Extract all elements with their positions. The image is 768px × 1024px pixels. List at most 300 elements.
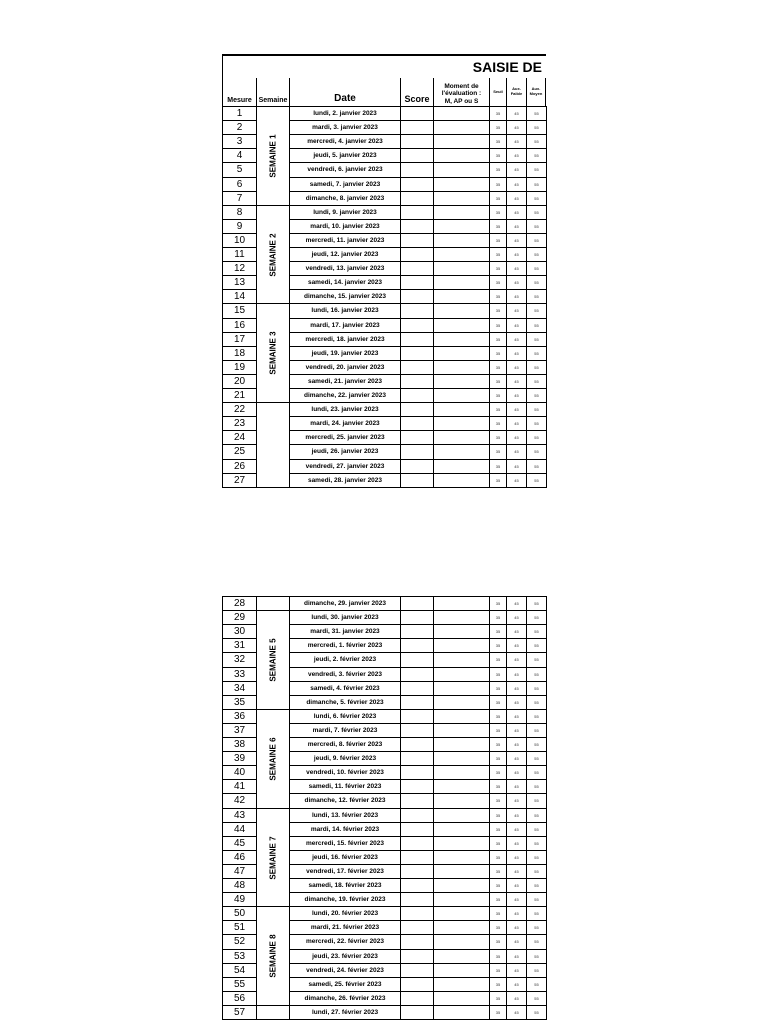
moment-cell[interactable]: [433, 906, 489, 920]
score-cell[interactable]: [400, 652, 433, 667]
score-cell[interactable]: [400, 737, 433, 751]
moment-cell[interactable]: [433, 963, 489, 977]
moment-cell[interactable]: [433, 374, 489, 388]
date-cell: jeudi, 19. janvier 2023: [289, 346, 400, 360]
aux-faible-cell: 45: [506, 120, 526, 134]
mesure-cell: 25: [222, 444, 256, 459]
moment-cell[interactable]: [433, 247, 489, 261]
moment-cell[interactable]: [433, 892, 489, 906]
seuil-cell: 35: [489, 652, 506, 667]
moment-cell[interactable]: [433, 836, 489, 850]
moment-cell[interactable]: [433, 737, 489, 751]
header-moment: Moment de l'évaluation : M, AP ou S: [433, 78, 489, 106]
mesure-cell: 7: [222, 191, 256, 205]
seuil-cell: 35: [489, 822, 506, 836]
aux-faible-cell: 45: [506, 596, 526, 610]
date-cell: samedi, 21. janvier 2023: [289, 374, 400, 388]
moment-cell[interactable]: [433, 652, 489, 667]
week-label: SEMAINE 7: [268, 835, 278, 880]
score-cell[interactable]: [400, 332, 433, 346]
aux-moyen-cell: 55: [526, 247, 546, 261]
score-cell[interactable]: [400, 977, 433, 991]
aux-faible-cell: 45: [506, 289, 526, 303]
moment-cell[interactable]: [433, 444, 489, 459]
score-cell[interactable]: [400, 1005, 433, 1019]
moment-cell[interactable]: [433, 949, 489, 963]
moment-cell[interactable]: [433, 878, 489, 892]
aux-moyen-cell: 55: [526, 610, 546, 624]
week-label: SEMAINE 3: [268, 331, 278, 375]
score-cell[interactable]: [400, 261, 433, 275]
week-label-cell: [256, 709, 289, 808]
moment-cell[interactable]: [433, 822, 489, 836]
mesure-cell: 13: [222, 275, 256, 289]
aux-moyen-cell: 55: [526, 134, 546, 148]
aux-faible-cell: 45: [506, 610, 526, 624]
aux-faible-cell: 45: [506, 1005, 526, 1019]
moment-cell[interactable]: [433, 219, 489, 233]
aux-faible-cell: 45: [506, 977, 526, 991]
seuil-cell: 35: [489, 219, 506, 233]
date-cell: dimanche, 12. février 2023: [289, 793, 400, 808]
date-cell: dimanche, 15. janvier 2023: [289, 289, 400, 303]
mesure-cell: 35: [222, 695, 256, 709]
title-bar: [222, 54, 546, 78]
moment-cell[interactable]: [433, 723, 489, 737]
aux-faible-cell: 45: [506, 906, 526, 920]
moment-cell[interactable]: [433, 667, 489, 681]
mesure-cell: 33: [222, 667, 256, 681]
seuil-cell: 35: [489, 751, 506, 765]
moment-cell[interactable]: [433, 709, 489, 723]
week-label: SEMAINE 5: [268, 638, 278, 682]
moment-cell[interactable]: [433, 977, 489, 991]
seuil-cell: 35: [489, 695, 506, 709]
aux-faible-cell: 45: [506, 779, 526, 793]
moment-cell[interactable]: [433, 148, 489, 162]
date-cell: samedi, 14. janvier 2023: [289, 275, 400, 289]
moment-cell[interactable]: [433, 346, 489, 360]
aux-moyen-cell: 55: [526, 459, 546, 473]
score-cell[interactable]: [400, 148, 433, 162]
seuil-cell: 35: [489, 667, 506, 681]
aux-faible-cell: 45: [506, 275, 526, 289]
mesure-cell: 17: [222, 332, 256, 346]
mesure-cell: 42: [222, 793, 256, 808]
moment-cell[interactable]: [433, 681, 489, 695]
date-cell: jeudi, 2. février 2023: [289, 652, 400, 667]
score-cell[interactable]: [400, 808, 433, 822]
moment-cell[interactable]: [433, 191, 489, 205]
moment-cell[interactable]: [433, 205, 489, 219]
aux-moyen-cell: 55: [526, 289, 546, 303]
aux-faible-cell: 45: [506, 709, 526, 723]
mesure-cell: 37: [222, 723, 256, 737]
aux-moyen-cell: 55: [526, 793, 546, 808]
moment-cell[interactable]: [433, 934, 489, 949]
score-cell[interactable]: [400, 906, 433, 920]
mesure-cell: 27: [222, 473, 256, 487]
moment-cell[interactable]: [433, 177, 489, 191]
header-mesure: Mesure: [222, 78, 256, 106]
seuil-cell: 35: [489, 247, 506, 261]
score-cell[interactable]: [400, 681, 433, 695]
seuil-cell: 35: [489, 402, 506, 416]
mesure-cell: 29: [222, 610, 256, 624]
score-cell[interactable]: [400, 850, 433, 864]
moment-cell[interactable]: [433, 289, 489, 303]
mesure-cell: 36: [222, 709, 256, 723]
score-cell[interactable]: [400, 233, 433, 247]
aux-moyen-cell: 55: [526, 709, 546, 723]
header-aux-moyen: Aux. Moyen: [526, 78, 546, 106]
date-cell: samedi, 25. février 2023: [289, 977, 400, 991]
mesure-cell: 8: [222, 205, 256, 219]
aux-moyen-cell: 55: [526, 934, 546, 949]
seuil-cell: 35: [489, 275, 506, 289]
date-cell: lundi, 23. janvier 2023: [289, 402, 400, 416]
moment-cell[interactable]: [433, 765, 489, 779]
score-cell[interactable]: [400, 878, 433, 892]
aux-moyen-cell: 55: [526, 275, 546, 289]
date-cell: vendredi, 10. février 2023: [289, 765, 400, 779]
moment-cell[interactable]: [433, 864, 489, 878]
seuil-cell: 35: [489, 878, 506, 892]
score-cell[interactable]: [400, 374, 433, 388]
week-label-cell: [256, 106, 289, 205]
aux-faible-cell: 45: [506, 723, 526, 737]
aux-faible-cell: 45: [506, 205, 526, 219]
mesure-cell: 52: [222, 934, 256, 949]
date-cell: mardi, 21. février 2023: [289, 920, 400, 934]
moment-cell[interactable]: [433, 430, 489, 444]
date-cell: jeudi, 5. janvier 2023: [289, 148, 400, 162]
mesure-cell: 40: [222, 765, 256, 779]
seuil-cell: 35: [489, 134, 506, 148]
aux-faible-cell: 45: [506, 444, 526, 459]
mesure-cell: 26: [222, 459, 256, 473]
score-cell[interactable]: [400, 303, 433, 318]
aux-moyen-cell: 55: [526, 808, 546, 822]
moment-cell[interactable]: [433, 233, 489, 247]
aux-moyen-cell: 55: [526, 332, 546, 346]
date-cell: mercredi, 18. janvier 2023: [289, 332, 400, 346]
aux-faible-cell: 45: [506, 106, 526, 120]
mesure-cell: 57: [222, 1005, 256, 1019]
aux-moyen-cell: 55: [526, 652, 546, 667]
date-cell: mardi, 14. février 2023: [289, 822, 400, 836]
score-cell[interactable]: [400, 205, 433, 219]
moment-cell[interactable]: [433, 303, 489, 318]
mesure-cell: 32: [222, 652, 256, 667]
date-cell: vendredi, 3. février 2023: [289, 667, 400, 681]
mesure-cell: 31: [222, 638, 256, 652]
aux-faible-cell: 45: [506, 332, 526, 346]
score-cell[interactable]: [400, 360, 433, 374]
score-cell[interactable]: [400, 610, 433, 624]
aux-moyen-cell: 55: [526, 695, 546, 709]
score-cell[interactable]: [400, 346, 433, 360]
moment-cell[interactable]: [433, 459, 489, 473]
aux-moyen-cell: 55: [526, 991, 546, 1005]
moment-cell[interactable]: [433, 402, 489, 416]
date-cell: vendredi, 6. janvier 2023: [289, 162, 400, 177]
seuil-cell: 35: [489, 977, 506, 991]
seuil-cell: 35: [489, 808, 506, 822]
date-cell: jeudi, 9. février 2023: [289, 751, 400, 765]
moment-cell[interactable]: [433, 1005, 489, 1019]
seuil-cell: 35: [489, 681, 506, 695]
score-cell[interactable]: [400, 638, 433, 652]
date-cell: mercredi, 22. février 2023: [289, 934, 400, 949]
aux-moyen-cell: 55: [526, 667, 546, 681]
date-cell: mercredi, 15. février 2023: [289, 836, 400, 850]
score-cell[interactable]: [400, 765, 433, 779]
moment-cell[interactable]: [433, 473, 489, 487]
score-cell[interactable]: [400, 963, 433, 977]
seuil-cell: 35: [489, 360, 506, 374]
mesure-cell: 45: [222, 836, 256, 850]
score-cell[interactable]: [400, 779, 433, 793]
seuil-cell: 35: [489, 430, 506, 444]
seuil-cell: 35: [489, 836, 506, 850]
week-blank-cell: [256, 402, 289, 487]
moment-cell[interactable]: [433, 106, 489, 120]
date-cell: jeudi, 26. janvier 2023: [289, 444, 400, 459]
mesure-cell: 23: [222, 416, 256, 430]
score-cell[interactable]: [400, 162, 433, 177]
score-cell[interactable]: [400, 247, 433, 261]
moment-cell[interactable]: [433, 991, 489, 1005]
aux-faible-cell: 45: [506, 624, 526, 638]
aux-moyen-cell: 55: [526, 779, 546, 793]
score-cell[interactable]: [400, 793, 433, 808]
moment-cell[interactable]: [433, 638, 489, 652]
score-cell[interactable]: [400, 709, 433, 723]
mesure-cell: 16: [222, 318, 256, 332]
date-cell: mardi, 31. janvier 2023: [289, 624, 400, 638]
seuil-cell: 35: [489, 261, 506, 275]
seuil-cell: 35: [489, 949, 506, 963]
date-cell: dimanche, 5. février 2023: [289, 695, 400, 709]
date-cell: vendredi, 27. janvier 2023: [289, 459, 400, 473]
score-cell[interactable]: [400, 624, 433, 638]
week-label-cell: [256, 906, 289, 1005]
score-cell[interactable]: [400, 134, 433, 148]
mesure-cell: 12: [222, 261, 256, 275]
moment-cell[interactable]: [433, 360, 489, 374]
moment-cell[interactable]: [433, 920, 489, 934]
score-cell[interactable]: [400, 388, 433, 402]
moment-cell[interactable]: [433, 318, 489, 332]
mesure-cell: 28: [222, 596, 256, 610]
week-label-cell: [256, 303, 289, 402]
score-cell[interactable]: [400, 459, 433, 473]
moment-cell[interactable]: [433, 695, 489, 709]
aux-faible-cell: 45: [506, 177, 526, 191]
aux-faible-cell: 45: [506, 162, 526, 177]
seuil-cell: 35: [489, 920, 506, 934]
date-cell: mardi, 7. février 2023: [289, 723, 400, 737]
score-cell[interactable]: [400, 444, 433, 459]
week-label: SEMAINE 2: [268, 232, 278, 277]
score-cell[interactable]: [400, 836, 433, 850]
date-cell: lundi, 6. février 2023: [289, 709, 400, 723]
moment-cell[interactable]: [433, 162, 489, 177]
seuil-cell: 35: [489, 332, 506, 346]
aux-faible-cell: 45: [506, 822, 526, 836]
moment-cell[interactable]: [433, 332, 489, 346]
score-cell[interactable]: [400, 219, 433, 233]
score-cell[interactable]: [400, 177, 433, 191]
mesure-cell: 5: [222, 162, 256, 177]
seuil-cell: 35: [489, 148, 506, 162]
aux-faible-cell: 45: [506, 388, 526, 402]
seuil-cell: 35: [489, 191, 506, 205]
score-cell[interactable]: [400, 402, 433, 416]
score-cell[interactable]: [400, 596, 433, 610]
date-cell: mardi, 24. janvier 2023: [289, 416, 400, 430]
week-blank-cell: [256, 596, 289, 610]
aux-moyen-cell: 55: [526, 106, 546, 120]
moment-cell[interactable]: [433, 120, 489, 134]
score-cell[interactable]: [400, 822, 433, 836]
aux-moyen-cell: 55: [526, 596, 546, 610]
table-right-border: [546, 596, 547, 1019]
date-cell: mardi, 17. janvier 2023: [289, 318, 400, 332]
header-score: Score: [400, 78, 433, 106]
date-cell: samedi, 18. février 2023: [289, 878, 400, 892]
moment-cell[interactable]: [433, 624, 489, 638]
score-cell[interactable]: [400, 751, 433, 765]
header-aux-faible: Aux. Faible: [506, 78, 526, 106]
moment-cell[interactable]: [433, 134, 489, 148]
seuil-cell: 35: [489, 737, 506, 751]
aux-faible-cell: 45: [506, 346, 526, 360]
aux-faible-cell: 45: [506, 667, 526, 681]
aux-moyen-cell: 55: [526, 120, 546, 134]
moment-cell[interactable]: [433, 793, 489, 808]
aux-moyen-cell: 55: [526, 638, 546, 652]
mesure-cell: 44: [222, 822, 256, 836]
aux-faible-cell: 45: [506, 836, 526, 850]
score-cell[interactable]: [400, 723, 433, 737]
score-cell[interactable]: [400, 864, 433, 878]
date-cell: samedi, 28. janvier 2023: [289, 473, 400, 487]
score-cell[interactable]: [400, 920, 433, 934]
date-cell: lundi, 20. février 2023: [289, 906, 400, 920]
mesure-cell: 54: [222, 963, 256, 977]
mesure-cell: 9: [222, 219, 256, 233]
mesure-cell: 39: [222, 751, 256, 765]
aux-faible-cell: 45: [506, 191, 526, 205]
seuil-cell: 35: [489, 596, 506, 610]
mesure-cell: 19: [222, 360, 256, 374]
aux-faible-cell: 45: [506, 808, 526, 822]
score-cell[interactable]: [400, 991, 433, 1005]
moment-cell[interactable]: [433, 610, 489, 624]
score-cell[interactable]: [400, 318, 433, 332]
mesure-cell: 4: [222, 148, 256, 162]
aux-moyen-cell: 55: [526, 148, 546, 162]
aux-moyen-cell: 55: [526, 205, 546, 219]
score-cell[interactable]: [400, 667, 433, 681]
aux-faible-cell: 45: [506, 850, 526, 864]
seuil-cell: 35: [489, 459, 506, 473]
aux-moyen-cell: 55: [526, 906, 546, 920]
seuil-cell: 35: [489, 723, 506, 737]
date-cell: lundi, 30. janvier 2023: [289, 610, 400, 624]
moment-cell[interactable]: [433, 261, 489, 275]
week-label-cell: [256, 205, 289, 303]
aux-faible-cell: 45: [506, 303, 526, 318]
date-cell: vendredi, 24. février 2023: [289, 963, 400, 977]
aux-faible-cell: 45: [506, 864, 526, 878]
moment-cell[interactable]: [433, 779, 489, 793]
moment-cell[interactable]: [433, 416, 489, 430]
seuil-cell: 35: [489, 709, 506, 723]
seuil-cell: 35: [489, 120, 506, 134]
mesure-cell: 14: [222, 289, 256, 303]
date-cell: mercredi, 25. janvier 2023: [289, 430, 400, 444]
moment-cell[interactable]: [433, 808, 489, 822]
score-cell[interactable]: [400, 892, 433, 906]
mesure-cell: 34: [222, 681, 256, 695]
mesure-cell: 55: [222, 977, 256, 991]
moment-cell[interactable]: [433, 850, 489, 864]
aux-moyen-cell: 55: [526, 850, 546, 864]
score-cell[interactable]: [400, 289, 433, 303]
mesure-cell: 51: [222, 920, 256, 934]
score-cell[interactable]: [400, 949, 433, 963]
score-cell[interactable]: [400, 473, 433, 487]
score-cell[interactable]: [400, 275, 433, 289]
score-cell[interactable]: [400, 934, 433, 949]
score-cell[interactable]: [400, 416, 433, 430]
aux-moyen-cell: 55: [526, 920, 546, 934]
date-cell: lundi, 2. janvier 2023: [289, 106, 400, 120]
aux-moyen-cell: 55: [526, 892, 546, 906]
mesure-cell: 41: [222, 779, 256, 793]
aux-faible-cell: 45: [506, 920, 526, 934]
score-cell[interactable]: [400, 120, 433, 134]
header-semaine: Semaine: [256, 78, 289, 106]
score-cell[interactable]: [400, 191, 433, 205]
date-cell: lundi, 16. janvier 2023: [289, 303, 400, 318]
seuil-cell: 35: [489, 374, 506, 388]
score-cell[interactable]: [400, 695, 433, 709]
seuil-cell: 35: [489, 318, 506, 332]
moment-cell[interactable]: [433, 388, 489, 402]
moment-cell[interactable]: [433, 751, 489, 765]
score-cell[interactable]: [400, 106, 433, 120]
aux-moyen-cell: 55: [526, 360, 546, 374]
date-cell: vendredi, 20. janvier 2023: [289, 360, 400, 374]
seuil-cell: 35: [489, 991, 506, 1005]
moment-cell[interactable]: [433, 275, 489, 289]
date-cell: mardi, 3. janvier 2023: [289, 120, 400, 134]
aux-moyen-cell: 55: [526, 751, 546, 765]
score-cell[interactable]: [400, 430, 433, 444]
aux-moyen-cell: 55: [526, 191, 546, 205]
date-cell: lundi, 9. janvier 2023: [289, 205, 400, 219]
moment-cell[interactable]: [433, 596, 489, 610]
seuil-cell: 35: [489, 864, 506, 878]
date-cell: mercredi, 4. janvier 2023: [289, 134, 400, 148]
date-cell: jeudi, 16. février 2023: [289, 850, 400, 864]
aux-faible-cell: 45: [506, 652, 526, 667]
aux-faible-cell: 45: [506, 878, 526, 892]
